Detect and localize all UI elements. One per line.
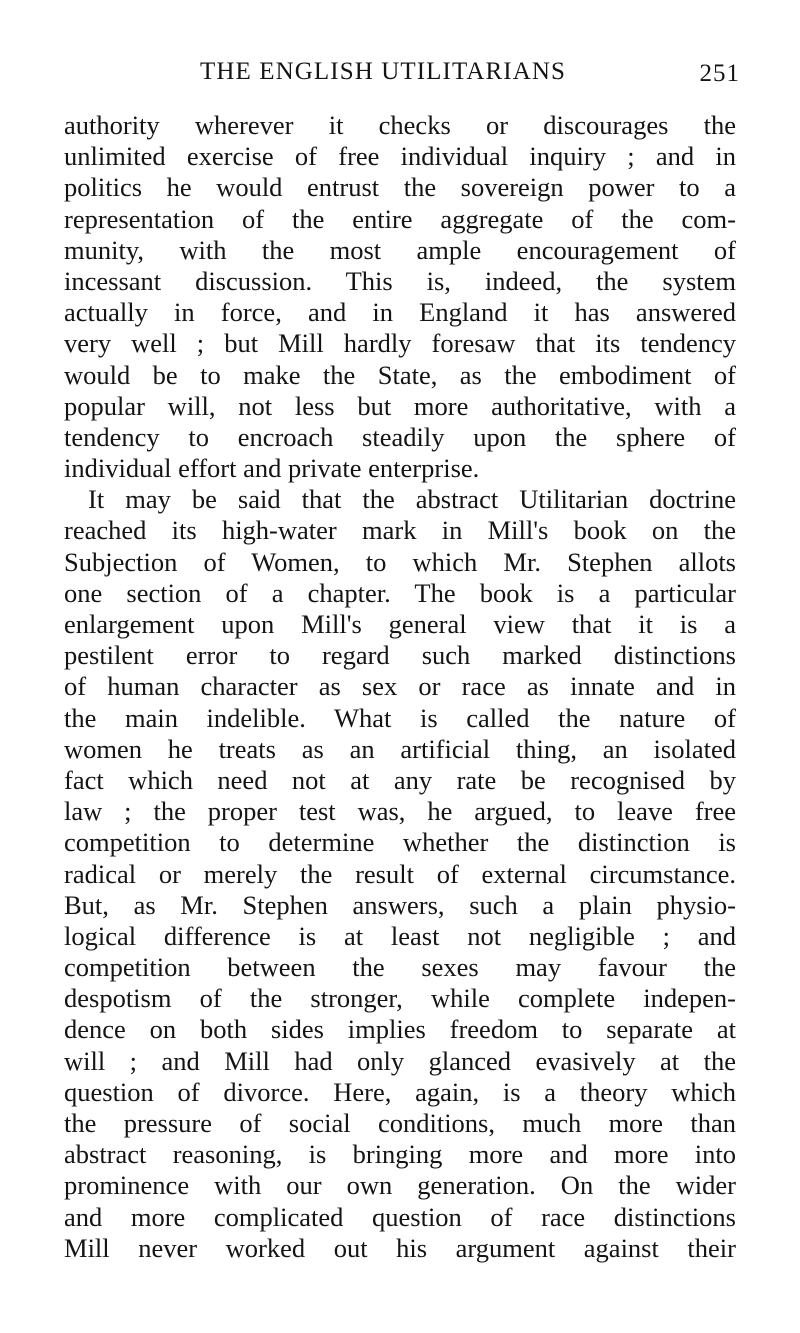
text-line: the main indelible. What is called the nature of bbox=[64, 702, 736, 733]
text-line: prominence with our own generation. On the wider bbox=[64, 1170, 736, 1201]
text-line: Mill never worked out his argument against their bbox=[64, 1232, 736, 1263]
text-line: actually in force, and in England it has answered bbox=[64, 297, 736, 328]
text-line: and more complicated question of race distinctions bbox=[64, 1201, 736, 1232]
text-line: the pressure of social conditions, much more than bbox=[64, 1108, 736, 1138]
text-line: law ; the proper test was, he argued, to leave free bbox=[64, 796, 736, 827]
paragraph bbox=[64, 484, 736, 1264]
text-line: enlargement upon Mill's general view that it is a bbox=[64, 609, 736, 639]
text-line: fact which need not at any rate be recognised by bbox=[64, 764, 736, 795]
text-line: competition between the sexes may favour the bbox=[64, 952, 736, 983]
text-line: popular will, not less but more authoritative, with a bbox=[64, 390, 736, 421]
text-line: incessant discussion. This is, indeed, the system bbox=[64, 265, 736, 296]
text-line: authority wherever it checks or discourages the bbox=[64, 110, 736, 140]
text-line: pestilent error to regard such marked distinctions bbox=[64, 640, 736, 671]
text-line: very well ; but Mill hardly foresaw that its tendency bbox=[64, 328, 736, 359]
text-line: politics he would entrust the sovereign power to a bbox=[64, 172, 736, 203]
text-line: will ; and Mill had only glanced evasively at the bbox=[64, 1045, 736, 1076]
paragraph bbox=[64, 110, 736, 484]
text-line: abstract reasoning, is bringing more and more into bbox=[64, 1139, 736, 1170]
text-line: would be to make the State, as the embodiment of bbox=[64, 359, 736, 390]
text-line: logical difference is at least not negligible ; and bbox=[64, 920, 736, 951]
text-line: radical or merely the result of external circumstance. bbox=[64, 858, 736, 889]
text-line: Subjection of Women, to which Mr. Stephen allots bbox=[64, 546, 736, 577]
text-line: munity, with the most ample encouragement of bbox=[64, 234, 736, 265]
page-number: 251 bbox=[699, 60, 740, 87]
text-line: dence on both sides implies freedom to separate at bbox=[64, 1014, 736, 1045]
text-line: representation of the entire aggregate of the com- bbox=[64, 203, 736, 234]
text-line: individual effort and private enterprise. bbox=[64, 453, 480, 484]
text-line: unlimited exercise of free individual inquiry ; and in bbox=[64, 141, 736, 172]
text-line: question of divorce. Here, again, is a theory which bbox=[64, 1076, 736, 1107]
running-head: THE ENGLISH UTILITARIANS bbox=[200, 58, 567, 85]
text-line: reached its high-water mark in Mill's book on the bbox=[64, 515, 736, 546]
text-line: But, as Mr. Stephen answers, such a plain physio- bbox=[64, 889, 736, 920]
text-line: It may be said that the abstract Utilitarian doctrine bbox=[88, 484, 736, 515]
text-line: competition to determine whether the distinction is bbox=[64, 827, 736, 858]
text-line: one section of a chapter. The book is a particular bbox=[64, 577, 736, 608]
page-header bbox=[70, 58, 740, 98]
body-text bbox=[64, 110, 736, 1264]
text-line: women he treats as an artificial thing, an isolated bbox=[64, 733, 736, 764]
text-line: tendency to encroach steadily upon the sphere of bbox=[64, 421, 736, 452]
text-line: of human character as sex or race as innate and in bbox=[64, 671, 736, 702]
text-line: despotism of the stronger, while complete indepen- bbox=[64, 983, 736, 1014]
